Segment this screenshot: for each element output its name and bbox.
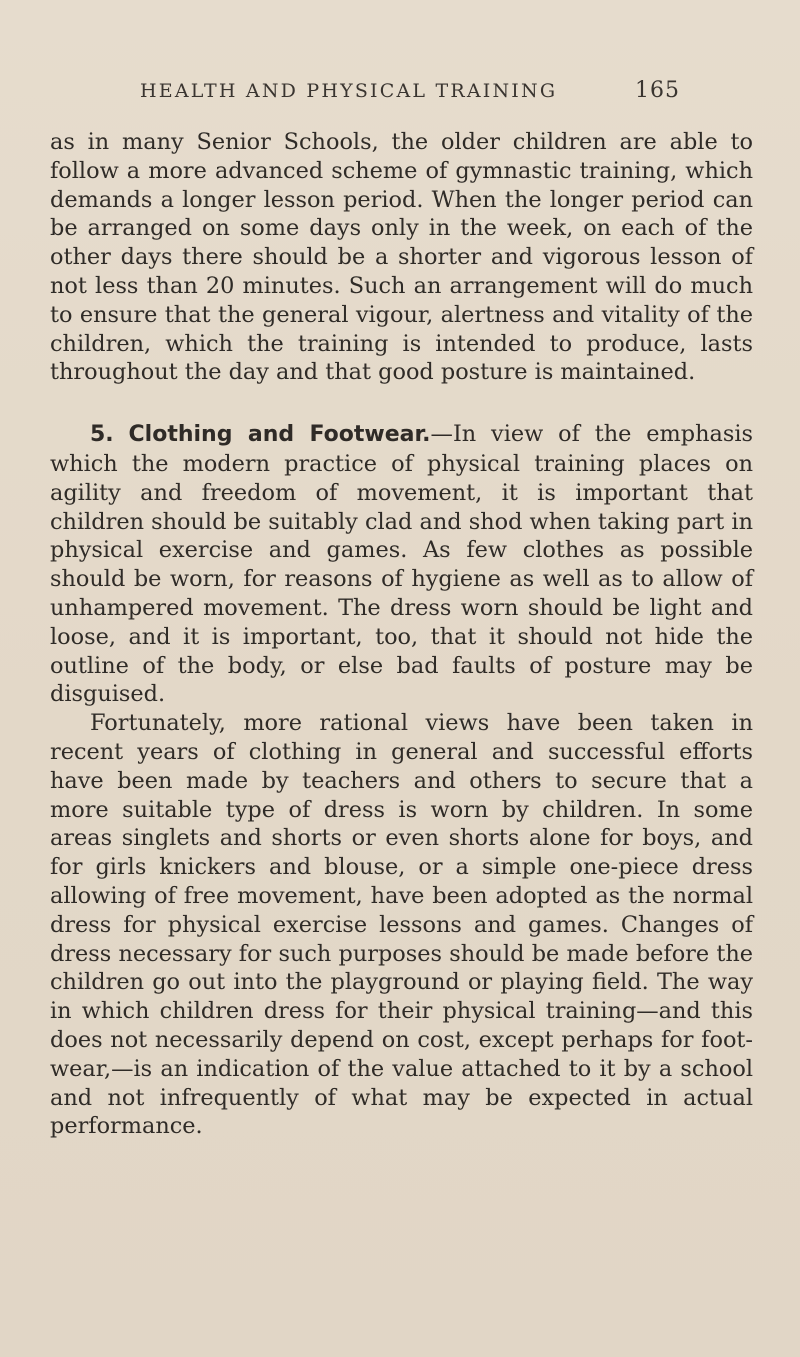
- paragraph-continuation: as in many Senior Schools, the older children are able to follow a more advanced scheme of gymnastic training, which demands a longer lesson period. When the longer period can be arranged on some days only in the week, on each of the other days there should be a shorter and vigorous lesson of not less than 20 minutes. Such an arrangement will do much to ensure that the general vigour, alertness and vitality of the children, which the training is intended to produce, lasts throughout the day and that good posture is maintained.: [50, 129, 753, 386]
- body-text: [50, 128, 753, 1141]
- section-body: —In view of the emphasis which the modern practice of physical training places on agility and freedom of movement, it is important that children should be suitably clad and shod when taking part in physical exercise and games. As few clothes as possible should be worn, for reasons of hygiene as well as to allow of unhampered movement. The dress worn should be light and loose, and it is important, too, that it should not hide the outline of the body, or else bad faults of posture may be disguised.: [50, 421, 753, 708]
- section-number: 5.: [90, 422, 114, 448]
- paragraph-section-5: [50, 420, 753, 709]
- running-head: [140, 78, 680, 103]
- paragraph-fortunately: Fortunately, more rational views have been taken in recent years of clothing in general and successful efforts have been made by teachers and others to secure that a more suitable type of dress is worn by children. In some areas singlets and shorts or even shorts alone for boys, and for girls knickers and blouse, or a simple one-piece dress allowing of free movement, have been adopted as the normal dress for physical exercise lessons and games. Changes of dress necessary for such purposes should be made before the children go out into the playground or playing field. The way in which children dress for their physical training—and this does not necessarily depend on cost, except perhaps for foot-wear,—is an indication of the value attached to it by a school and not infrequently of what may be expected in actual performance.: [50, 710, 753, 1140]
- running-title: HEALTH AND PHYSICAL TRAINING: [140, 80, 558, 102]
- section-heading: Clothing and Footwear.: [128, 422, 431, 448]
- page-number: 165: [635, 78, 680, 103]
